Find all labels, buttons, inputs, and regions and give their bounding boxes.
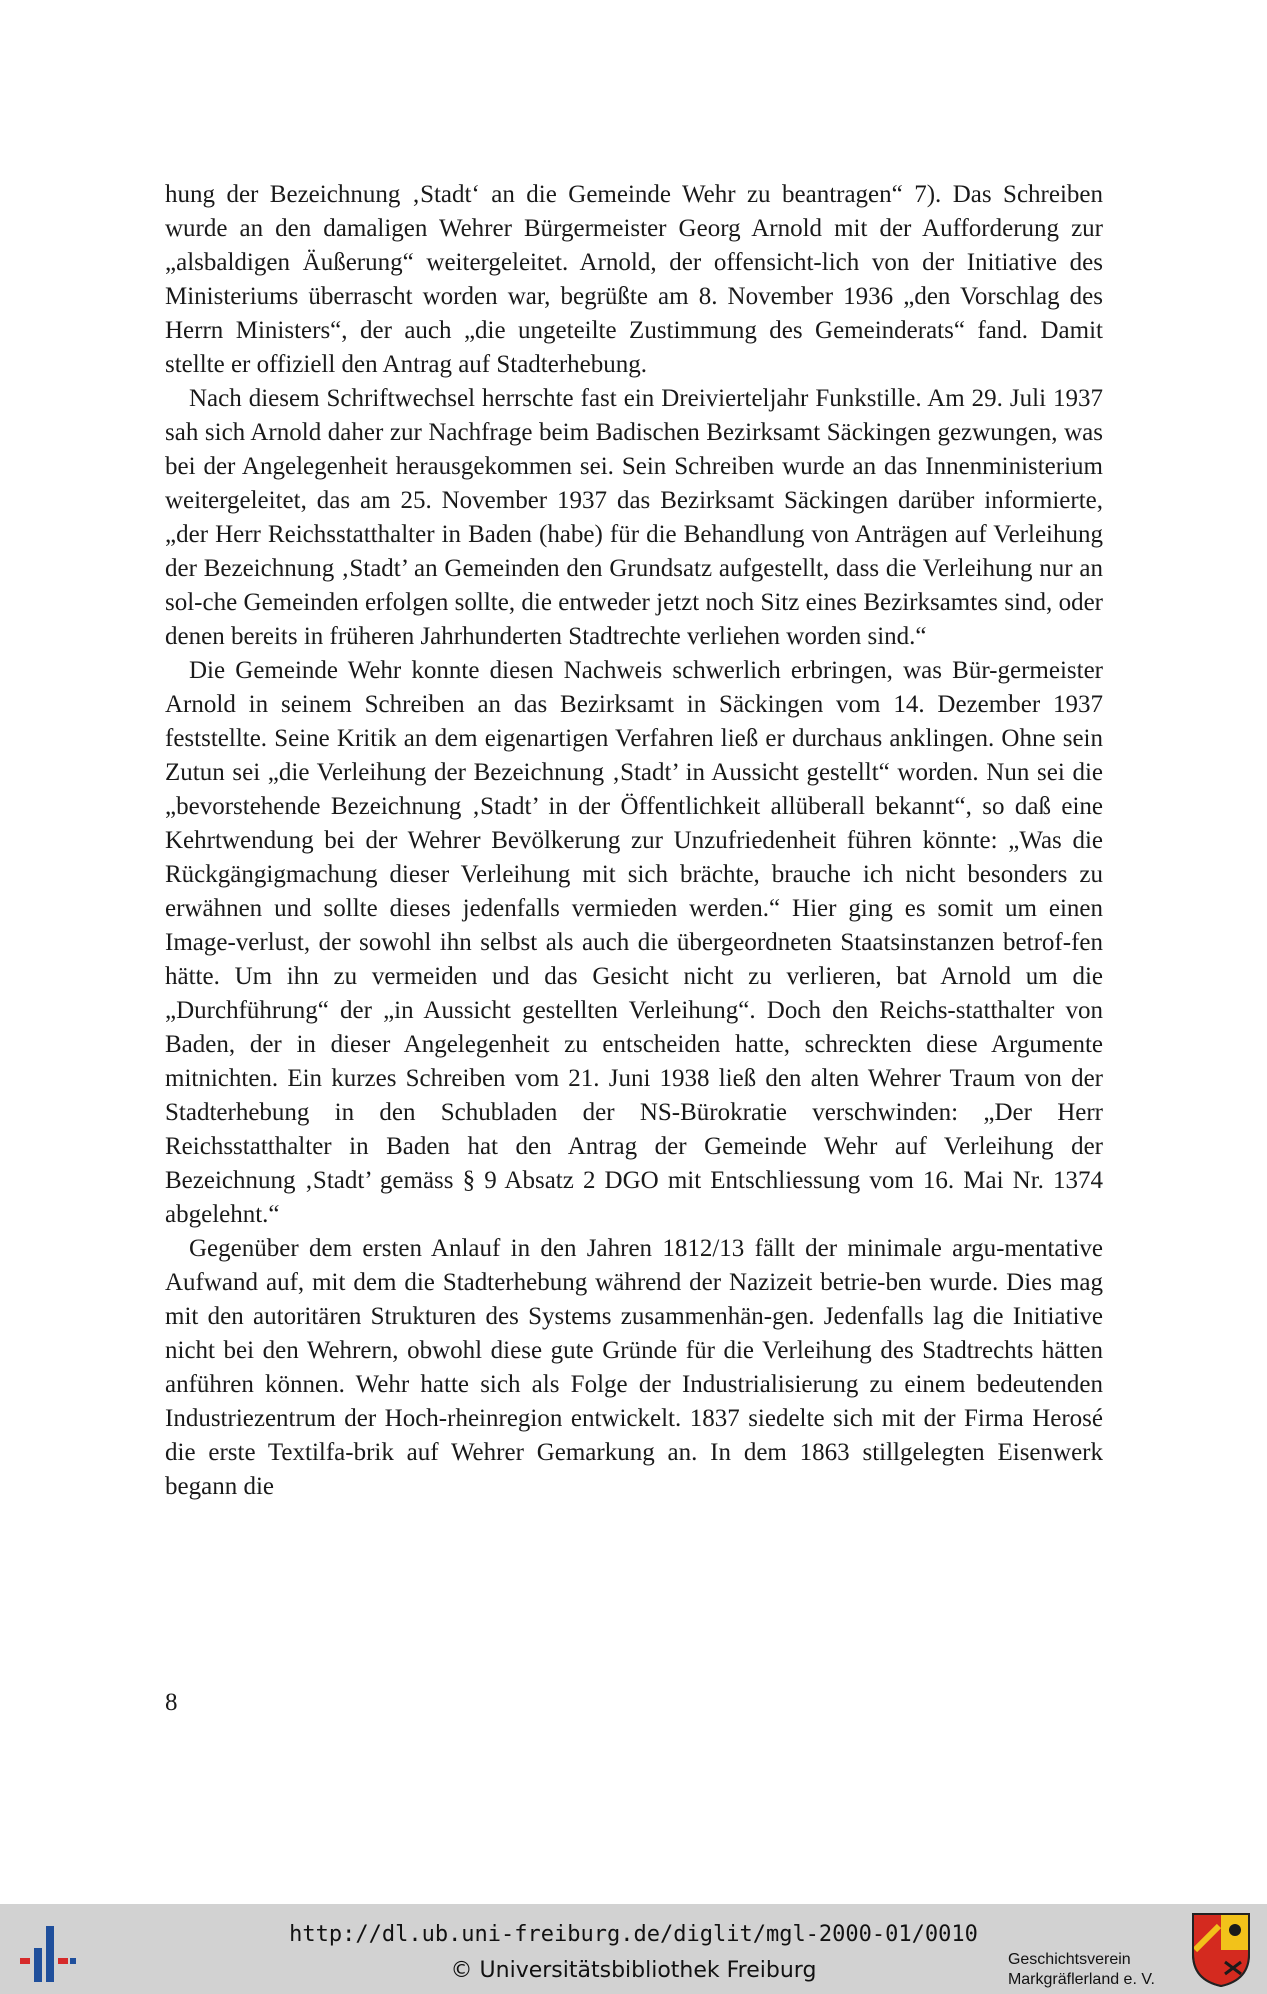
footer-url[interactable]: http://dl.ub.uni-freiburg.de/diglit/mgl-2000-01/0010 <box>289 1922 978 1947</box>
footer-bar <box>0 1904 1267 1994</box>
paragraph: Nach diesem Schriftwechsel herrschte fast ein Dreivierteljahr Funkstille. Am 29. Juli 1937 sah sich Arnold daher zur Nachfrage beim Badischen Bezirksamt Säckingen gezwungen, was bei der Angelegenheit herausgekommen sei. Sein Schreiben wurde an das Innenministerium weitergeleitet, das am 25. November 1937 das Bezirksamt Säckingen darüber informierte, „der Herr Reichsstatthalter in Baden (habe) für die Behandlung von Anträgen auf Verleihung der Bezeichnung ‚Stadt’ an Gemeinden den Grundsatz aufgestellt, dass die Verleihung nur an sol-che Gemeinden erfolgen sollte, die entweder jetzt noch Sitz eines Bezirksamtes sind, oder denen bereits in früheren Jahrhunderten Stadtrechte verliehen worden sind.“ <box>165 385 1103 650</box>
footer-copyright: © Universitätsbibliothek Freiburg <box>450 1958 817 1983</box>
society-line-1: Geschichtsverein <box>1007 1951 1131 1968</box>
paragraph: Gegenüber dem ersten Anlauf in den Jahren 1812/13 fällt der minimale argu-mentative Aufwand auf, mit dem die Stadterhebung während der Nazizeit betrie-ben wurde. Dies mag mit den autoritären Strukturen des Systems zusammenhän-gen. Jedenfalls lag die Initiative nicht bei den Wehrern, obwohl diese gute Gründe für die Verleihung des Stadtrechts hätten anführen können. Wehr hatte sich als Folge der Industrialisierung zu einem bedeutenden Industriezentrum der Hoch-rheinregion entwickelt. 1837 siedelte sich mit der Firma Herosé die erste Textilfa-brik auf Wehrer Gemarkung an. In dem 1863 stillgelegten Eisenwerk begann die <box>165 1235 1103 1500</box>
society-line-2: Markgräflerland e. V. <box>1007 1971 1155 1988</box>
paragraph: Die Gemeinde Wehr konnte diesen Nachweis schwerlich erbringen, was Bür-germeister Arnold in seinem Schreiben an das Bezirksamt in Säckingen vom 14. Dezember 1937 feststellte. Seine Kritik an dem eigenartigen Verfahren ließ er durchaus anklingen. Ohne sein Zutun sei „die Verleihung der Bezeichnung ‚Stadt’ in Aussicht gestellt“ worden. Nun sei die „bevorstehende Bezeichnung ‚Stadt’ in der Öffentlichkeit allüberall bekannt“, so daß eine Kehrtwendung bei der Wehrer Bevölkerung zur Unzufriedenheit führen könnte: „Was die Rückgängigmachung dieser Verleihung mit sich brächte, brauche ich nicht besonders zu erwähnen und sollte dieses jedenfalls vermieden werden.“ Hier ging es somit um einen Image-verlust, der sowohl ihn selbst als auch die übergeordneten Staatsinstanzen betrof-fen hätte. Um ihn zu vermeiden und das Gesicht nicht zu verlieren, bat Arnold um die „Durchführung“ der „in Aussicht gestellten Verleihung“. Doch den Reichs-statthalter von Baden, der in dieser Angelegenheit zu entscheiden hatte, schreckten diese Argumente mitnichten. Ein kurzes Schreiben vom 21. Juni 1938 ließ den alten Wehrer Traum von der Stadterhebung in den Schubladen der NS-Bürokratie verschwinden: „Der Herr Reichsstatthalter in Baden hat den Antrag der Gemeinde Wehr auf Verleihung der Bezeichnung ‚Stadt’ gemäss § 9 Absatz 2 DGO mit Entschliessung vom 16. Mai Nr. 1374 abgelehnt.“ <box>165 657 1103 1228</box>
page-body <box>165 178 1103 1504</box>
markgraeflerland-crest-icon <box>1189 1910 1253 1990</box>
page-number: 8 <box>165 1689 178 1716</box>
society-name <box>1008 1950 1155 1990</box>
paragraph: hung der Bezeichnung ‚Stadt‘ an die Gemeinde Wehr zu beantragen“ 7). Das Schreiben wurde an den damaligen Wehrer Bürgermeister Georg Arnold mit der Aufforderung zur „alsbaldigen Äußerung“ weitergeleitet. Arnold, der offensicht-lich von der Initiative des Ministeriums überrascht worden war, begrüßte am 8. November 1936 „den Vorschlag des Herrn Ministers“, der auch „die ungeteilte Zustimmung des Gemeinderats“ fand. Damit stellte er offiziell den Antrag auf Stadterhebung. <box>165 181 1103 378</box>
